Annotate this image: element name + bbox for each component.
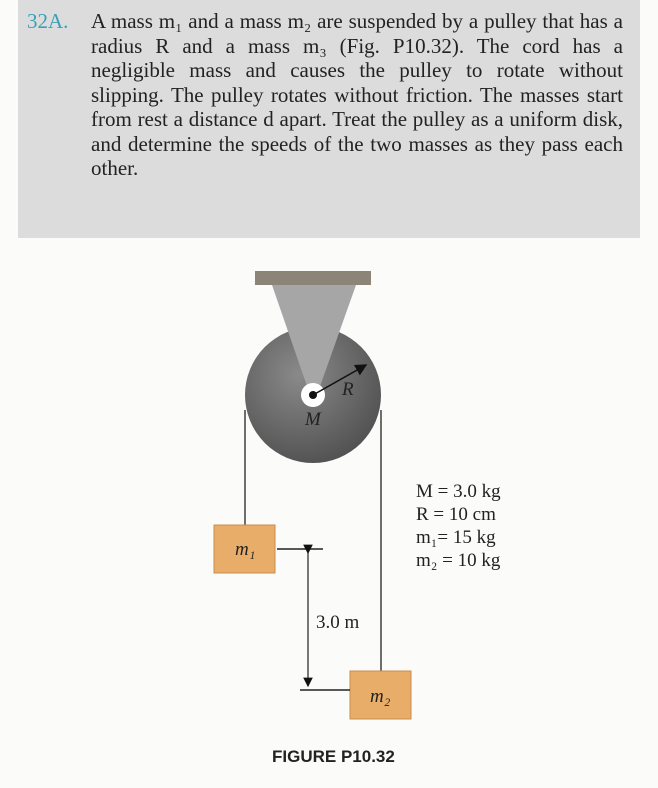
block-m2-label: m₂ <box>370 686 391 707</box>
problem-number: 32A. <box>27 9 69 33</box>
pulley-mass-label: M <box>305 409 321 430</box>
block-m1-label: m₁ <box>235 539 256 560</box>
ceiling <box>255 271 371 285</box>
problem-text: A mass m₁ and a mass m₂ are suspended by a pulley that has a radius R and a mass m₃ (Fig. P10.32). The cord has a negligible mass and causes the pulley to rotate without slipping. The pulley rotates without friction. The masses start from rest a distance d apart. Treat the pulley as a uniform disk, and determine the speeds of the two masses as they pass each other. <box>91 9 623 180</box>
given-M: M = 3.0 kg <box>416 481 501 502</box>
given-R: R = 10 cm <box>416 504 496 525</box>
radius-label: R <box>342 379 354 400</box>
given-m1: m₁= 15 kg <box>416 527 496 548</box>
distance-label: 3.0 m <box>316 612 360 633</box>
given-m2: m₂ = 10 kg <box>416 550 501 571</box>
figure-caption: FIGURE P10.32 <box>272 747 395 766</box>
